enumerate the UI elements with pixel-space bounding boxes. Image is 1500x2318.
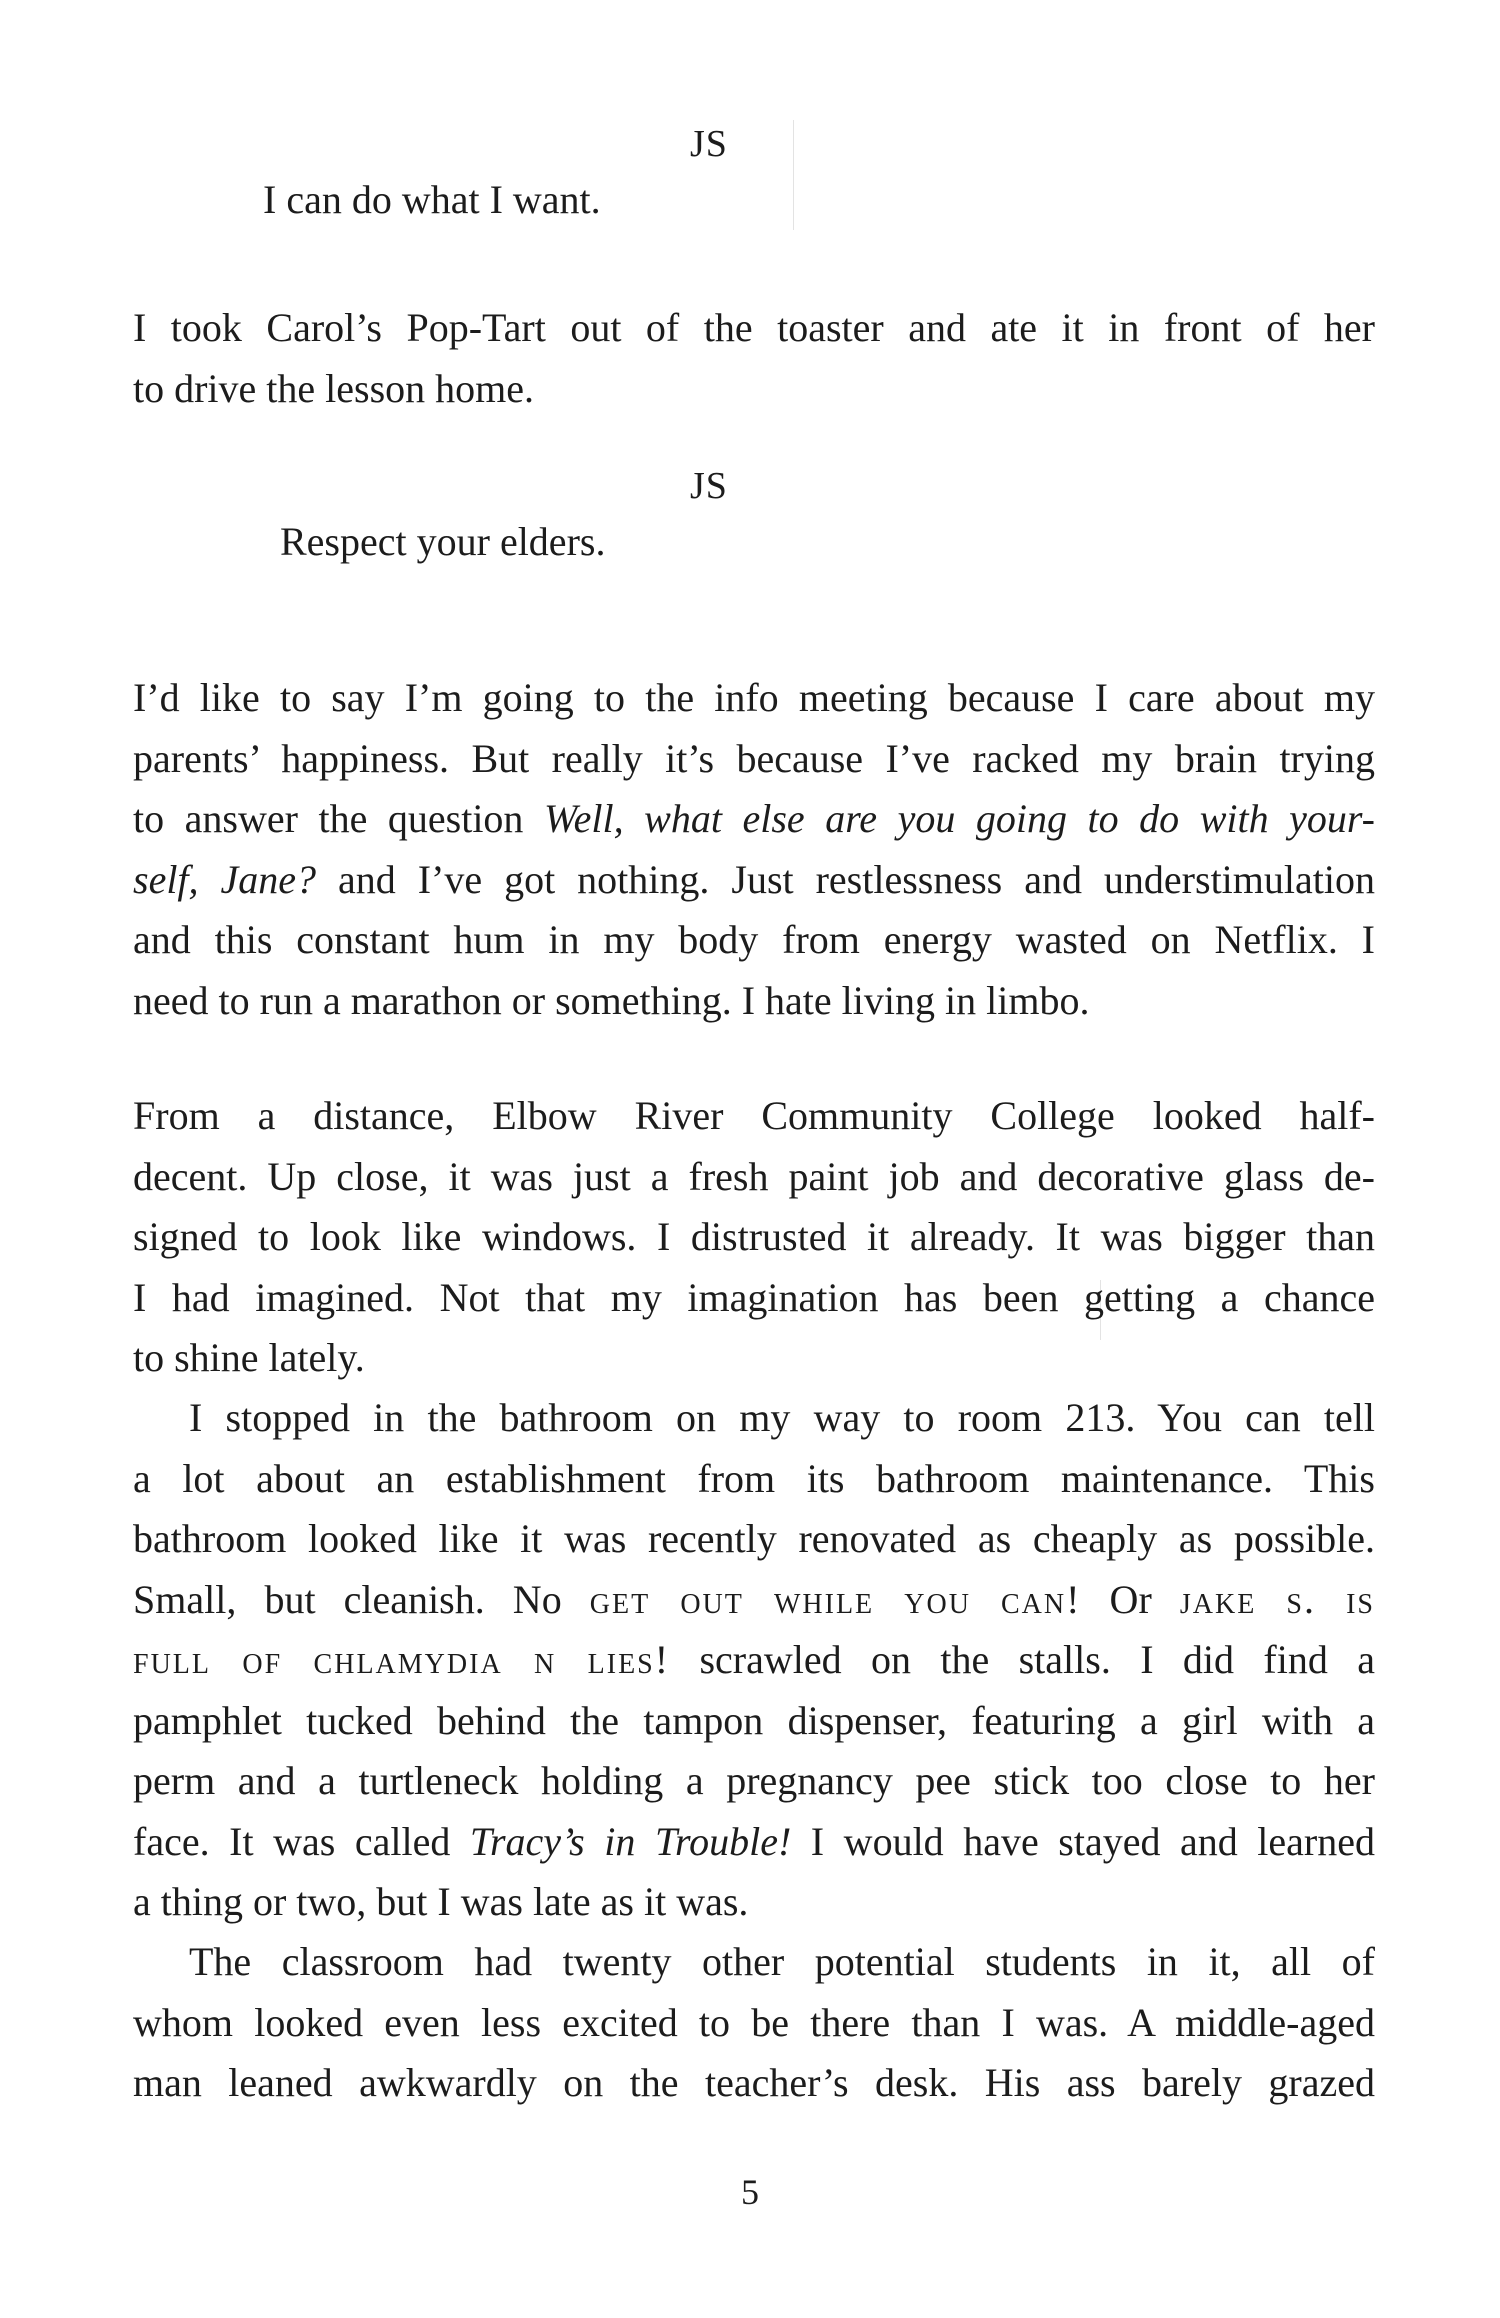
graffiti-text: full of chlamydia n lies! [133,1637,671,1682]
text-line [133,850,1375,911]
italic-text: Tracy’s in Trouble! [469,1818,792,1864]
graffiti-text: jake s. is [1179,1576,1375,1622]
text-line: I stopped in the bathroom on my way to room 213. You can tell [189,1395,1375,1440]
text-line [133,1570,1375,1631]
page-number: 5 [741,2172,759,2212]
text-line: perm and a turtleneck holding a pregnancy pee stick too close to her [133,1758,1375,1803]
paragraph-info-meeting [133,668,1375,1031]
text-line: pamphlet tucked behind the tampon dispenser, featuring a girl with a [133,1697,1375,1743]
graffiti-text: get out while you can! [589,1576,1082,1622]
dialogue-line: Respect your elders. [280,519,606,564]
text-line: I took Carol’s Pop-Tart out of the toaster and ate it in front of her [133,305,1375,350]
text-line: The classroom had twenty other potential students in it, all of [189,1939,1375,1984]
text-segment: scrawled on the stalls. I did find a [670,1637,1375,1682]
text-segment: face. It was called [133,1818,470,1864]
dialogue-line: I can do what I want. [263,177,601,222]
text-segment: to answer the question [133,796,544,841]
text-segment: Or [1081,1576,1180,1622]
paragraph-classroom [133,1932,1375,2114]
text-line [133,1630,1375,1691]
text-line: decent. Up close, it was just a fresh paint job and decorative glass de- [133,1153,1375,1199]
italic-text: Well, what else are you going to do with your- [543,796,1375,841]
italic-text: self, Jane? [133,856,317,902]
speaker-name: JS [690,465,728,507]
text-line: parents’ happiness. But really it’s because I’ve racked my brain trying [133,735,1375,781]
text-line [133,789,1375,850]
text-line: man leaned awkwardly on the teacher’s desk. His ass barely grazed [133,2060,1375,2105]
text-line: a lot about an establishment from its bathroom maintenance. This [133,1455,1375,1501]
paragraph-college [133,1086,1375,1389]
text-line: bathroom looked like it was recently renovated as cheaply as possible. [133,1516,1375,1561]
paragraph-toaster [133,298,1375,419]
text-line [133,1812,1375,1873]
text-line: whom looked even less excited to be there than I was. A middle-aged [133,1999,1375,2045]
text-line: From a distance, Elbow River Community College looked half- [133,1093,1375,1138]
text-line: I had imagined. Not that my imagination has been getting a chance [133,1274,1375,1320]
text-line: and this constant hum in my body from energy wasted on Netflix. I [133,917,1375,962]
text-line: I’d like to say I’m going to the info meeting because I care about my [133,675,1375,720]
text-line: a thing or two, but I was late as it was. [133,1879,749,1924]
text-segment: I would have stayed and learned [791,1818,1376,1864]
text-line: need to run a marathon or something. I hate living in limbo. [133,977,1090,1023]
text-segment: and I’ve got nothing. Just restlessness and understimulation [316,856,1375,902]
scan-artifact [793,120,794,230]
text-line: to drive the lesson home. [133,365,535,411]
text-segment: Small, but cleanish. No [133,1576,590,1622]
speaker-name: JS [690,123,728,165]
text-line: signed to look like windows. I distrusted it already. It was bigger than [133,1214,1375,1259]
text-line: to shine lately. [133,1335,365,1380]
paragraph-bathroom [133,1388,1375,1933]
